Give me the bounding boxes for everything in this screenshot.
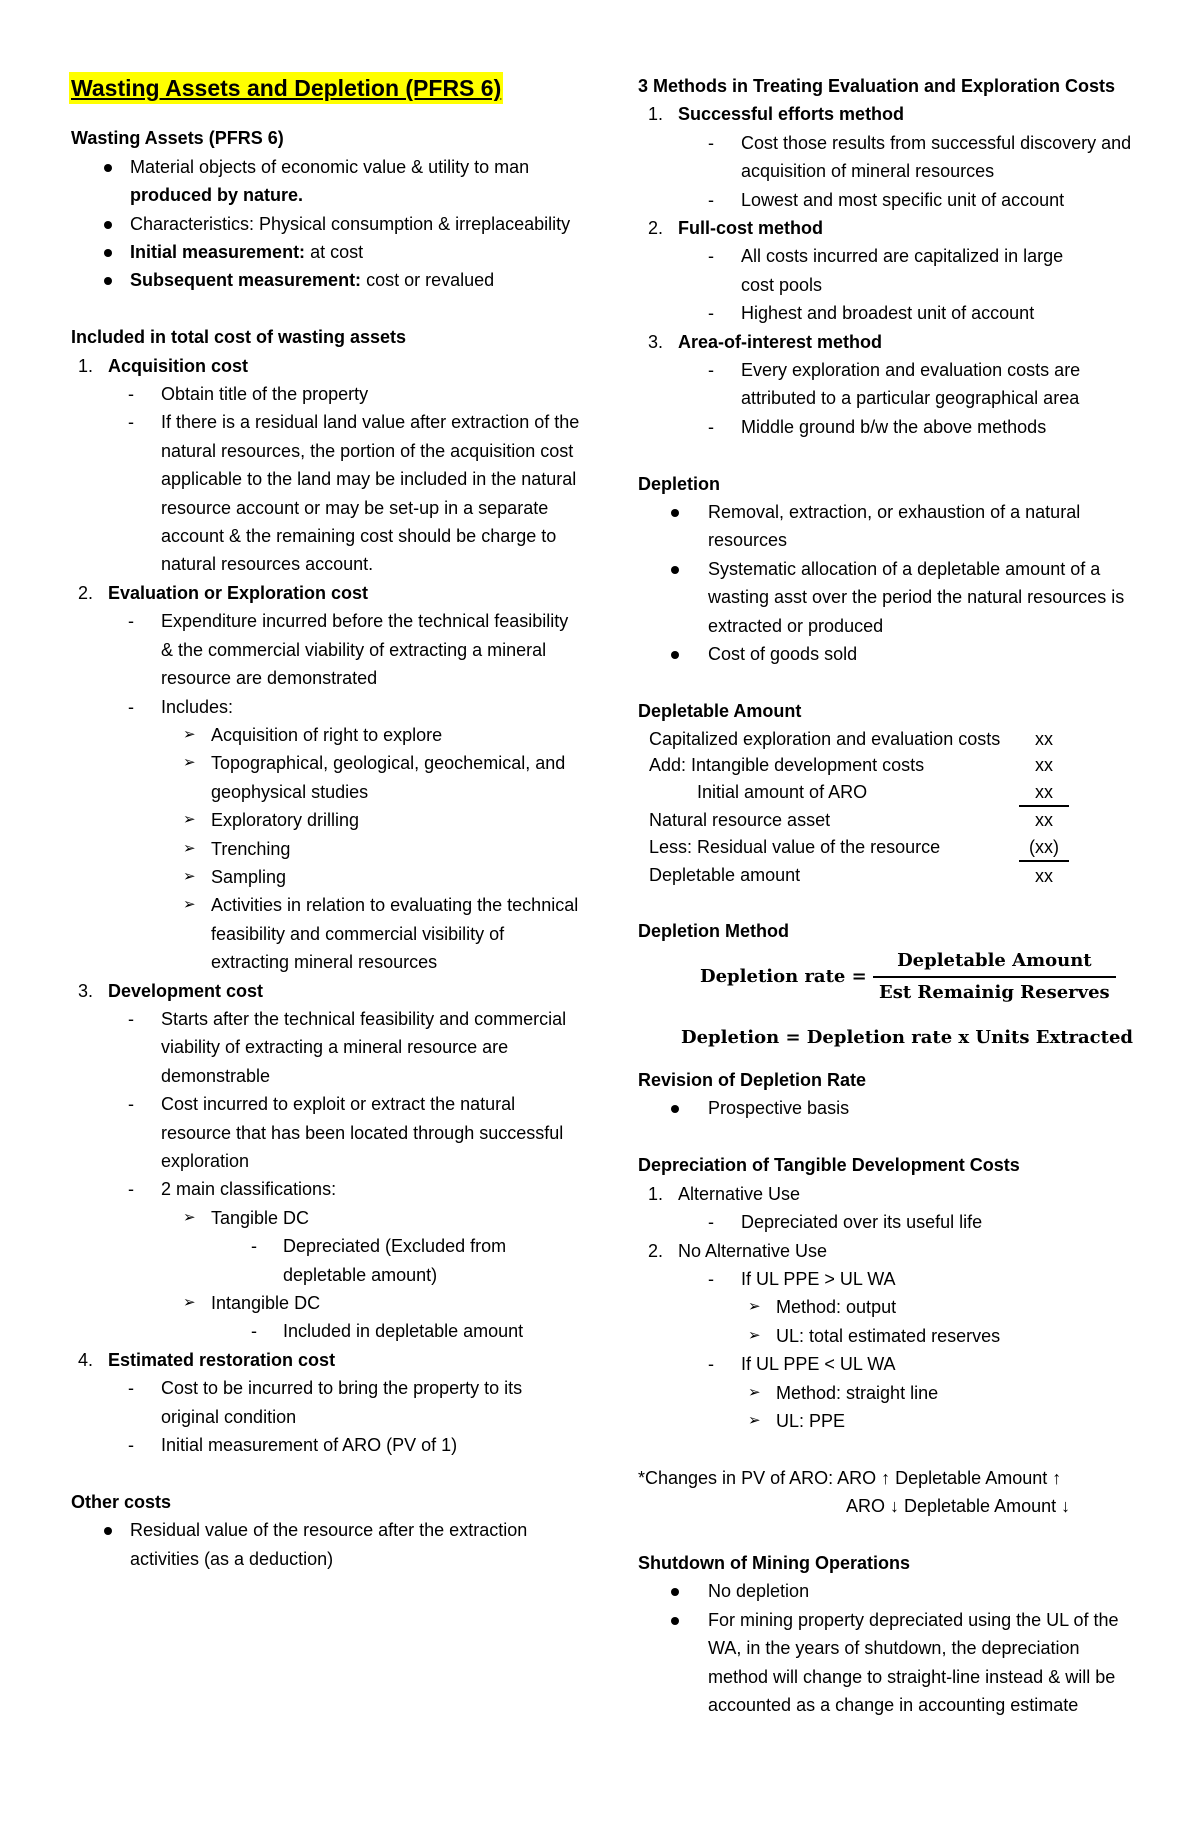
list-item: - If there is a residual land value after extraction of the natural resources, the portion of the acquisition cost applicable to the land may be included in the natural resource account or may be set-up in a separate account & the remaining cost should be charge to natural resources account. [128, 412, 580, 575]
list-item: - Lowest and most specific unit of account [708, 189, 1065, 210]
other-costs-heading: Other costs [71, 1491, 172, 1512]
list-item: - Includes: [128, 696, 234, 717]
list-item: Removal, extraction, or exhaustion of a natural resources [638, 498, 1138, 555]
arrow-bullet-icon: ➢ [748, 1383, 761, 1401]
aro-changes-note-line1: *Changes in PV of ARO: ARO ↑ Depletable Amount ↑ [638, 1467, 1062, 1488]
list-item: Systematic allocation of a depletable amount of a wasting asst over the period the natural resources is extracted or produced [638, 555, 1138, 640]
list-item: 1. Acquisition cost [78, 355, 249, 376]
list-item: - Obtain title of the property [128, 384, 369, 405]
table-row: Natural resource asset xx [649, 809, 1053, 831]
list-item: ➢ UL: total estimated reserves [638, 1322, 1138, 1350]
bullet-icon [671, 651, 679, 659]
aro-changes-note-line2: ARO ↓ Depletable Amount ↓ [846, 1496, 1071, 1517]
arrow-bullet-icon: ➢ [183, 725, 196, 743]
table-row: Depletable amount xx [649, 865, 1053, 886]
right-column [638, 72, 1138, 1719]
list-item: Residual value of the resource after the extraction activities (as a deduction) [71, 1516, 581, 1573]
table-row: Add: Intangible development costs xx [649, 755, 1053, 776]
arrow-bullet-icon: ➢ [183, 754, 196, 772]
left-column [71, 72, 581, 1573]
depletion-formula: Depletion = Depletion rate x Units Extracted [681, 1026, 1133, 1048]
bullet-icon [671, 509, 679, 517]
bullet-icon [104, 277, 112, 285]
list-item: Initial measurement: at cost [71, 238, 581, 266]
arrow-bullet-icon: ➢ [183, 839, 196, 857]
list-item: ➢ Exploratory drilling [71, 806, 581, 834]
list-item: ➢ UL: PPE [638, 1407, 1138, 1435]
list-item: Prospective basis [638, 1094, 1138, 1122]
list-item: 3. Area-of-interest method [648, 331, 883, 352]
arrow-bullet-icon: ➢ [748, 1298, 761, 1316]
arrow-bullet-icon: ➢ [183, 867, 196, 885]
shutdown-heading: Shutdown of Mining Operations [638, 1552, 910, 1573]
methods-heading: 3 Methods in Treating Evaluation and Exploration Costs [638, 76, 1116, 96]
list-item: Cost of goods sold [638, 640, 1138, 668]
bullet-icon [671, 566, 679, 574]
list-item: For mining property depreciated using the UL of the WA, in the years of shutdown, the depreciation method will change to straight-line instead & will be accounted as a change in accounting estimate [638, 1606, 1138, 1720]
bullet-icon [104, 1527, 112, 1535]
list-item: - All costs incurred are capitalized in large cost pools [708, 246, 1064, 295]
depletable-amount-table [649, 725, 1069, 889]
list-item: - 2 main classifications: [128, 1179, 337, 1200]
list-item: Material objects of economic value & utility to man produced by nature. [71, 153, 581, 210]
bullet-icon [104, 221, 112, 229]
list-item: 3. Development cost [78, 980, 264, 1001]
list-item: 2. Full-cost method [648, 218, 823, 239]
list-item: ➢ Activities in relation to evaluating the technical feasibility and commercial visibility of extracting mineral resources [71, 891, 581, 976]
table-row: Less: Residual value of the resource (xx) [649, 834, 1069, 862]
list-item: - Expenditure incurred before the technical feasibility & the commercial viability of extracting a mineral resource are demonstrated [128, 611, 569, 689]
included-heading: Included in total cost of wasting assets [71, 327, 407, 348]
arrow-bullet-icon: ➢ [183, 896, 196, 914]
list-item: - Depreciated over its useful life [708, 1212, 983, 1233]
list-item: Subsequent measurement: cost or revalued [71, 266, 581, 294]
list-item: ➢ Topographical, geological, geochemical, and geophysical studies [71, 749, 581, 806]
list-item: No depletion [638, 1577, 1138, 1605]
list-item: 1. Alternative Use [648, 1183, 801, 1204]
list-item: - If UL PPE > UL WA [708, 1268, 896, 1289]
list-item: ➢ Trenching [71, 835, 581, 863]
list-item: - Included in depletable amount [251, 1321, 524, 1342]
list-item: ➢ Sampling [71, 863, 581, 891]
list-item: - Depreciated (Excluded from depletable amount) [251, 1236, 507, 1285]
arrow-bullet-icon: ➢ [183, 1294, 196, 1312]
arrow-bullet-icon: ➢ [183, 811, 196, 829]
depletable-amount-heading: Depletable Amount [638, 700, 802, 721]
bullet-icon [104, 164, 112, 172]
arrow-bullet-icon: ➢ [748, 1326, 761, 1344]
page-title: Wasting Assets and Depletion (PFRS 6) [69, 72, 503, 104]
depreciation-heading: Depreciation of Tangible Development Costs [638, 1155, 1020, 1176]
list-item: - Highest and broadest unit of account [708, 303, 1035, 324]
list-item: Characteristics: Physical consumption & irreplaceability [71, 210, 581, 238]
list-item: - Cost those results from successful discovery and acquisition of mineral resources [708, 132, 1132, 182]
list-item: 1. Successful efforts method [648, 104, 905, 125]
revision-heading: Revision of Depletion Rate [638, 1070, 867, 1091]
list-item: 2. Evaluation or Exploration cost [78, 582, 369, 603]
list-item: ➢ Tangible DC [71, 1204, 581, 1232]
list-item: 2. No Alternative Use [648, 1240, 828, 1261]
list-item: ➢ Intangible DC [71, 1289, 581, 1317]
list-item: - If UL PPE < UL WA [708, 1354, 896, 1375]
bullet-icon [671, 1588, 679, 1596]
list-item: - Cost incurred to exploit or extract the natural resource that has been located through successful exploration [128, 1094, 564, 1172]
list-item: - Starts after the technical feasibility and commercial viability of extracting a mineral resource are demonstrable [128, 1008, 567, 1086]
depletion-method-heading: Depletion Method [638, 921, 789, 942]
bullet-icon [671, 1105, 679, 1113]
depletion-heading: Depletion [638, 473, 721, 494]
list-item: - Initial measurement of ARO (PV of 1) [128, 1435, 458, 1456]
list-item: ➢ Method: output [638, 1293, 1138, 1321]
wasting-assets-list [71, 153, 581, 295]
list-item: ➢ Method: straight line [638, 1379, 1138, 1407]
list-item: 4. Estimated restoration cost [78, 1349, 336, 1370]
table-row: Initial amount of ARO xx [649, 779, 1069, 807]
list-item: - Every exploration and evaluation costs are attributed to a particular geographical area [708, 360, 1081, 409]
table-row: Capitalized exploration and evaluation costs xx [649, 728, 1053, 749]
wasting-assets-heading: Wasting Assets (PFRS 6) [71, 128, 284, 149]
list-item: - Middle ground b/w the above methods [708, 416, 1047, 437]
bullet-icon [104, 249, 112, 257]
depletion-rate-formula: Depletion rate = $\frac{\text{Depletable Amount}}{\text{Est Remainig Reserves}}$ [638, 948, 1138, 1006]
bullet-icon [671, 1617, 679, 1625]
arrow-bullet-icon: ➢ [183, 1208, 196, 1226]
list-item: - Cost to be incurred to bring the property to its original condition [128, 1378, 523, 1427]
list-item: ➢ Acquisition of right to explore [71, 721, 581, 749]
arrow-bullet-icon: ➢ [748, 1411, 761, 1429]
